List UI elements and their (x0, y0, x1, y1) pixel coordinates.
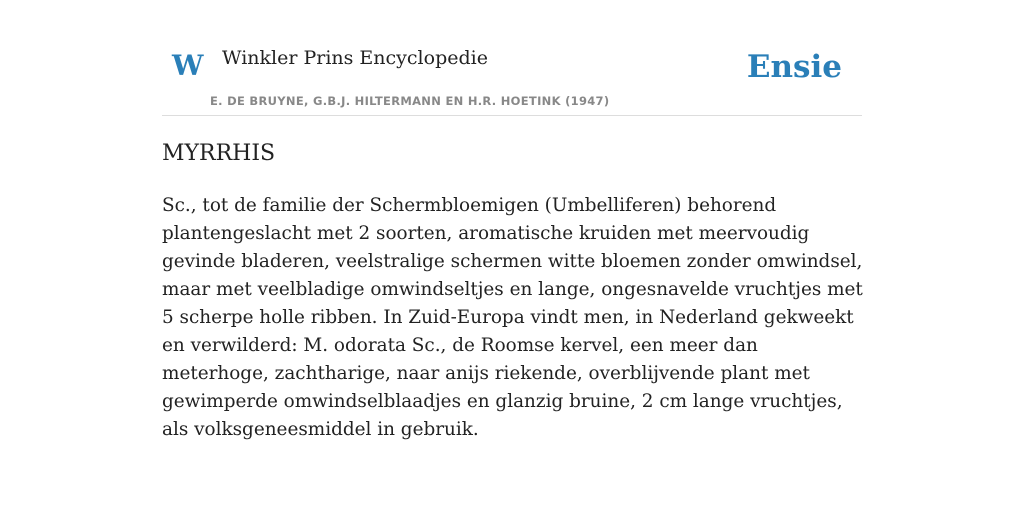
source-header (162, 38, 862, 116)
source-title-link[interactable]: Winkler Prins Encyclopedie (222, 47, 488, 69)
source-authors: E. DE BRUYNE, G.B.J. HILTERMANN EN H.R. HOETINK (1947) (210, 94, 610, 108)
entry-body: Sc., tot de familie der Schermbloemigen (Umbelliferen) behorend plantengeslacht met 2 soorten, aromatische kruiden met meervoudig gevinde bladeren, veelstralige schermen witte bloemen zonder omwindsel, maar met veelbladige omwindseltjes en lange, ongesnavelde vruchtjes met 5 scherpe holle ribben. In Zuid-Europa vindt men, in Nederland gekweekt en verwilderd: M. odorata Sc., de Roomse kervel, een meer dan meterhoge, zachtharige, naar anijs riekende, overblijvende plant met gewimperde omwindselblaadjes en glanzig bruine, 2 cm lange vruchtjes, als volksgeneesmiddel in gebruik. (162, 195, 863, 440)
entry-title: MYRRHIS (162, 141, 276, 166)
winkler-prins-logo[interactable]: W (172, 49, 204, 82)
ensie-brand-logo[interactable]: Ensie (746, 49, 842, 85)
